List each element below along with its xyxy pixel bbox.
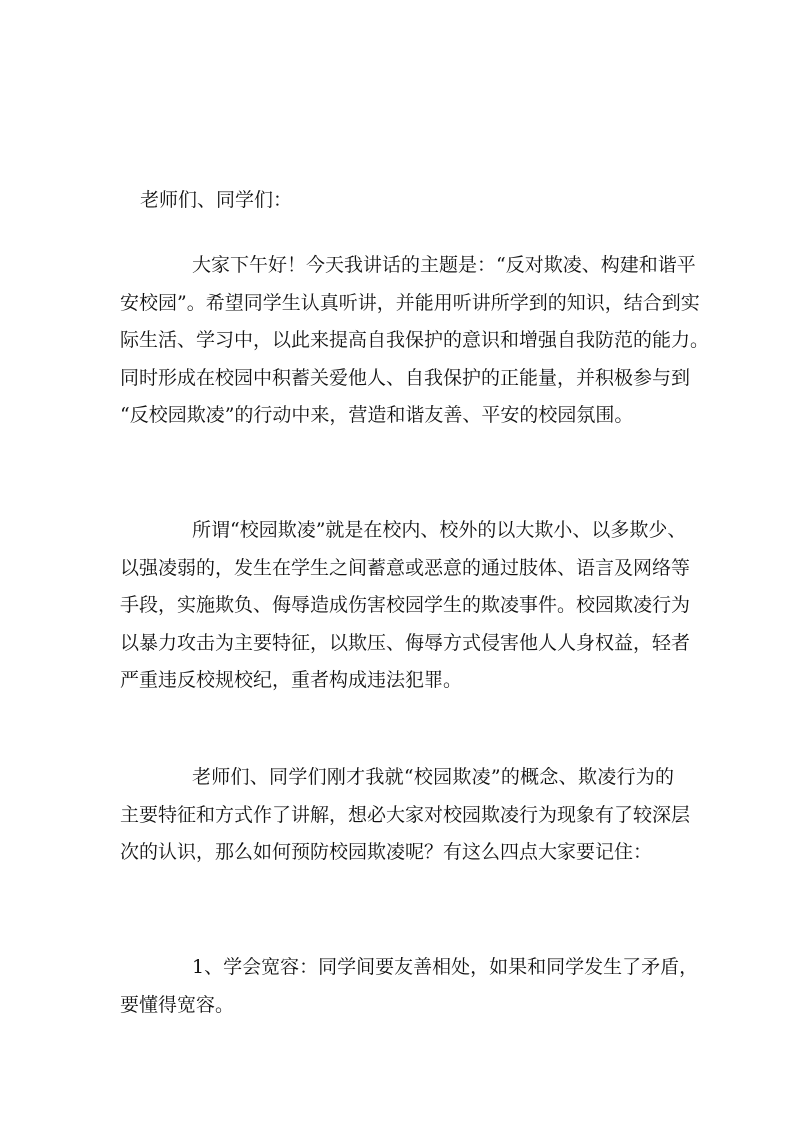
- text-line: 以强凌弱的，发生在学生之间蓄意或恶意的通过肢体、语言及网络等: [120, 556, 691, 579]
- text-line: 次的认识，那么如何预防校园欺凌呢？有这么四点大家要记住：: [120, 841, 653, 863]
- paragraph-prevention-intro: [120, 759, 691, 872]
- text-line: 严重违反校规校纪，重者构成违法犯罪。: [120, 669, 463, 691]
- text-line: 主要特征和方式作了讲解，想必大家对校园欺凌行为现象有了较深层: [120, 803, 691, 826]
- text-line: 老师们、同学们刚才我就“校园欺凌”的概念、欺凌行为的: [192, 766, 674, 788]
- text-line: “反校园欺凌”的行动中来，营造和谐友善、平安的校园氛围。: [120, 404, 634, 426]
- greeting: 老师们、同学们：: [140, 189, 293, 211]
- text-line: 安校园”。希望同学生认真听讲，并能用听讲所学到的知识，结合到实: [120, 291, 700, 314]
- paragraph-speech-theme: [120, 247, 710, 435]
- text-line: 所谓“校园欺凌”就是在校内、校外的以大欺小、以多欺少、: [192, 519, 687, 541]
- text-line: 手段，实施欺负、侮辱造成伤害校园学生的欺凌事件。校园欺凌行为: [120, 594, 691, 616]
- text-line: 大家下午好！今天我讲话的主题是：“反对欺凌、构建和谐平: [192, 254, 696, 276]
- text-line: 1、学会宽容：同学间要友善相处，如果和同学发生了矛盾，: [192, 956, 699, 978]
- text-line: 同时形成在校园中积蓄关爱他人、自我保护的正能量，并积极参与到: [120, 366, 691, 389]
- text-line: 要懂得宽容。: [120, 993, 235, 1016]
- paragraph-point-tolerance: [120, 949, 699, 1024]
- text-line: 际生活、学习中，以此来提高自我保护的意识和增强自我防范的能力。: [120, 329, 710, 351]
- paragraph-bullying-definition: [120, 512, 691, 700]
- text-line: 以暴力攻击为主要特征，以欺压、侮辱方式侵害他人人身权益，轻者: [120, 631, 691, 654]
